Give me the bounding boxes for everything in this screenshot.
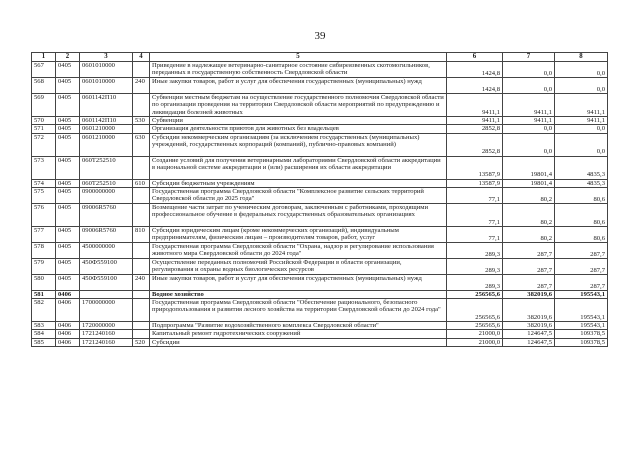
amount-year2-cell: 382019,6	[503, 322, 555, 330]
section-code-cell: 0406	[56, 322, 80, 330]
amount-year2-cell: 9411,1	[503, 94, 555, 117]
amount-year3-cell: 287,7	[555, 274, 608, 290]
section-code-cell: 0405	[56, 242, 80, 258]
amount-year3-cell: 0,0	[555, 125, 608, 133]
column-header: 4	[133, 53, 150, 62]
expense-type-cell: 530	[133, 117, 150, 125]
amount-year2-cell: 0,0	[503, 78, 555, 94]
amount-year2-cell: 124647,5	[503, 330, 555, 338]
column-header: 7	[503, 53, 555, 62]
section-code-cell: 0405	[56, 117, 80, 125]
row-number-cell: 579	[32, 258, 56, 274]
section-code-cell: 0405	[56, 156, 80, 179]
table-row	[32, 242, 608, 258]
amount-year1-cell: 21000,0	[447, 330, 503, 338]
target-article-cell: 0601142П10	[80, 94, 133, 117]
target-article-cell	[80, 290, 133, 298]
item-name-cell: Капитальный ремонт гидротехнических сооружений	[150, 330, 447, 338]
item-name-cell: Государственная программа Свердловской области "Охрана, надзор и регулирование использования животного мира Свердловской области до 2024 года"	[150, 242, 447, 258]
table-row	[32, 274, 608, 290]
amount-year3-cell: 195543,1	[555, 290, 608, 298]
item-name-cell: Субсидии юридическим лицам (кроме некоммерческих организаций), индивидуальным предпринимателям, физическим лицам – производителям товаров, работ, услуг	[150, 226, 447, 242]
amount-year3-cell: 4835,3	[555, 179, 608, 187]
expense-type-cell	[133, 299, 150, 322]
amount-year2-cell: 382019,6	[503, 299, 555, 322]
amount-year1-cell: 9411,1	[447, 94, 503, 117]
amount-year2-cell: 0,0	[503, 125, 555, 133]
amount-year3-cell: 80,6	[555, 187, 608, 203]
item-name-cell: Государственная программа Свердловской области "Комплексное развитие сельских территорий Свердловской области до 2025 года"	[150, 187, 447, 203]
header-row	[32, 53, 608, 62]
target-article-cell: 060Т252510	[80, 179, 133, 187]
amount-year2-cell: 80,2	[503, 203, 555, 226]
table-row	[32, 94, 608, 117]
amount-year2-cell: 382019,6	[503, 290, 555, 298]
amount-year1-cell: 256565,6	[447, 290, 503, 298]
amount-year3-cell: 0,0	[555, 133, 608, 156]
target-article-cell: 1720000000	[80, 322, 133, 330]
amount-year2-cell: 80,2	[503, 187, 555, 203]
table-row	[32, 125, 608, 133]
amount-year1-cell: 2852,8	[447, 133, 503, 156]
target-article-cell: 1721240160	[80, 338, 133, 346]
item-name-cell: Осуществление переданных полномочий Российской Федерации в области организации, регулирования и охраны водных биологических ресурсов	[150, 258, 447, 274]
row-number-cell: 577	[32, 226, 56, 242]
item-name-cell: Возмещение части затрат по ученическим договорам, заключенным с работниками, проходящими профессиональное обучение в федеральных государственных образовательных организациях	[150, 203, 447, 226]
expense-type-cell: 610	[133, 179, 150, 187]
amount-year2-cell: 287,7	[503, 258, 555, 274]
expense-type-cell	[133, 203, 150, 226]
item-name-cell: Государственная программа Свердловской области "Обеспечение рационального, безопасного природопользования и развития лесного хозяйства на территории Свердловской области до 2024 года"	[150, 299, 447, 322]
amount-year3-cell: 195543,1	[555, 322, 608, 330]
row-number-cell: 582	[32, 299, 56, 322]
amount-year2-cell: 287,7	[503, 274, 555, 290]
section-code-cell: 0405	[56, 226, 80, 242]
table-row	[32, 203, 608, 226]
row-number-cell: 575	[32, 187, 56, 203]
table-row	[32, 187, 608, 203]
expense-type-cell: 520	[133, 338, 150, 346]
row-number-cell: 578	[32, 242, 56, 258]
row-number-cell: 571	[32, 125, 56, 133]
item-name-cell: Водное хозяйство	[150, 290, 447, 298]
amount-year1-cell: 289,3	[447, 258, 503, 274]
row-number-cell: 572	[32, 133, 56, 156]
expense-type-cell: 240	[133, 274, 150, 290]
amount-year3-cell: 287,7	[555, 242, 608, 258]
target-article-cell: 0601210000	[80, 133, 133, 156]
table-row	[32, 258, 608, 274]
amount-year1-cell: 77,1	[447, 203, 503, 226]
table-row	[32, 78, 608, 94]
expense-type-cell	[133, 242, 150, 258]
item-name-cell: Организация деятельности приютов для животных без владельцев	[150, 125, 447, 133]
item-name-cell: Субвенции местным бюджетам на осуществление государственного полномочия Свердловской области по организации проведения на территории Свердловской области мероприятий по предупреждению и ликвидации болезней животных	[150, 94, 447, 117]
section-code-cell: 0405	[56, 187, 80, 203]
target-article-cell: 0601142П10	[80, 117, 133, 125]
section-code-cell: 0405	[56, 62, 80, 78]
amount-year3-cell: 0,0	[555, 62, 608, 78]
amount-year3-cell: 195543,1	[555, 299, 608, 322]
table-row	[32, 299, 608, 322]
section-code-cell: 0405	[56, 94, 80, 117]
expense-type-cell	[133, 322, 150, 330]
amount-year2-cell: 19801,4	[503, 179, 555, 187]
table-row	[32, 133, 608, 156]
target-article-cell: 450Ф559100	[80, 274, 133, 290]
amount-year2-cell: 0,0	[503, 62, 555, 78]
amount-year1-cell: 13587,9	[447, 179, 503, 187]
section-code-cell: 0405	[56, 203, 80, 226]
amount-year1-cell: 1424,8	[447, 62, 503, 78]
table-row	[32, 62, 608, 78]
table-row	[32, 338, 608, 346]
expense-type-cell	[133, 125, 150, 133]
column-header: 2	[56, 53, 80, 62]
section-code-cell: 0405	[56, 78, 80, 94]
amount-year2-cell: 80,2	[503, 226, 555, 242]
amount-year1-cell: 21000,0	[447, 338, 503, 346]
item-name-cell: Создание условий для получения ветеринарными лабораториями Свердловской области аккредитации в национальной системе аккредитации и (или) расширения их области аккредитации	[150, 156, 447, 179]
expense-type-cell	[133, 187, 150, 203]
amount-year1-cell: 289,3	[447, 274, 503, 290]
expense-type-cell	[133, 290, 150, 298]
amount-year3-cell: 4835,3	[555, 156, 608, 179]
amount-year1-cell: 13587,9	[447, 156, 503, 179]
row-number-cell: 570	[32, 117, 56, 125]
item-name-cell: Субсидии некоммерческим организациям (за исключением государственных (муниципальных) учреждений, государственных корпораций (компаний), публично-правовых компаний)	[150, 133, 447, 156]
expense-type-cell: 630	[133, 133, 150, 156]
section-code-cell: 0405	[56, 274, 80, 290]
amount-year1-cell: 77,1	[447, 226, 503, 242]
amount-year1-cell: 256565,6	[447, 322, 503, 330]
table-row	[32, 290, 608, 298]
target-article-cell: 4500000000	[80, 242, 133, 258]
target-article-cell: 450Ф559100	[80, 258, 133, 274]
item-name-cell: Субсидии	[150, 338, 447, 346]
amount-year3-cell: 80,6	[555, 226, 608, 242]
item-name-cell: Подпрограмма "Развитие водохозяйственного комплекса Свердловской области"	[150, 322, 447, 330]
section-code-cell: 0405	[56, 133, 80, 156]
target-article-cell: 1721240160	[80, 330, 133, 338]
table-row	[32, 330, 608, 338]
amount-year2-cell: 0,0	[503, 133, 555, 156]
section-code-cell: 0406	[56, 338, 80, 346]
row-number-cell: 574	[32, 179, 56, 187]
amount-year1-cell: 9411,1	[447, 117, 503, 125]
row-number-cell: 581	[32, 290, 56, 298]
item-name-cell: Субвенции	[150, 117, 447, 125]
table-row	[32, 117, 608, 125]
section-code-cell: 0405	[56, 125, 80, 133]
amount-year1-cell: 1424,8	[447, 78, 503, 94]
amount-year1-cell: 289,3	[447, 242, 503, 258]
table-row	[32, 156, 608, 179]
column-header: 1	[32, 53, 56, 62]
budget-table	[31, 52, 608, 347]
amount-year3-cell: 109378,5	[555, 338, 608, 346]
row-number-cell: 568	[32, 78, 56, 94]
expense-type-cell	[133, 62, 150, 78]
expense-type-cell: 810	[133, 226, 150, 242]
amount-year1-cell: 2852,8	[447, 125, 503, 133]
amount-year3-cell: 9411,1	[555, 117, 608, 125]
amount-year3-cell: 287,7	[555, 258, 608, 274]
target-article-cell: 0601210000	[80, 125, 133, 133]
table-row	[32, 179, 608, 187]
row-number-cell: 573	[32, 156, 56, 179]
row-number-cell: 569	[32, 94, 56, 117]
item-name-cell: Субсидии бюджетным учреждениям	[150, 179, 447, 187]
row-number-cell: 580	[32, 274, 56, 290]
section-code-cell: 0405	[56, 179, 80, 187]
row-number-cell: 585	[32, 338, 56, 346]
target-article-cell: 1700000000	[80, 299, 133, 322]
row-number-cell: 576	[32, 203, 56, 226]
column-header: 5	[150, 53, 447, 62]
table-row	[32, 226, 608, 242]
target-article-cell: 0601010000	[80, 62, 133, 78]
section-code-cell: 0405	[56, 258, 80, 274]
item-name-cell: Иные закупки товаров, работ и услуг для обеспечения государственных (муниципальных) нужд	[150, 78, 447, 94]
item-name-cell: Иные закупки товаров, работ и услуг для обеспечения государственных (муниципальных) нужд	[150, 274, 447, 290]
item-name-cell: Приведение в надлежащее ветеринарно-санитарное состояние сибиреязвенных скотомогильников, переданных в государственную собственность Свердловской области	[150, 62, 447, 78]
row-number-cell: 583	[32, 322, 56, 330]
section-code-cell: 0406	[56, 330, 80, 338]
amount-year2-cell: 124647,5	[503, 338, 555, 346]
page-number: 39	[314, 30, 326, 42]
table-row	[32, 322, 608, 330]
amount-year3-cell: 80,6	[555, 203, 608, 226]
amount-year3-cell: 109378,5	[555, 330, 608, 338]
target-article-cell: 0900000000	[80, 187, 133, 203]
amount-year2-cell: 19801,4	[503, 156, 555, 179]
target-article-cell: 060Т252510	[80, 156, 133, 179]
amount-year1-cell: 256565,6	[447, 299, 503, 322]
amount-year1-cell: 77,1	[447, 187, 503, 203]
column-header: 8	[555, 53, 608, 62]
target-article-cell: 0601010000	[80, 78, 133, 94]
amount-year2-cell: 287,7	[503, 242, 555, 258]
section-code-cell: 0406	[56, 290, 80, 298]
target-article-cell: 09006R5760	[80, 203, 133, 226]
expense-type-cell: 240	[133, 78, 150, 94]
section-code-cell: 0406	[56, 299, 80, 322]
expense-type-cell	[133, 156, 150, 179]
row-number-cell: 584	[32, 330, 56, 338]
amount-year3-cell: 9411,1	[555, 94, 608, 117]
column-header: 6	[447, 53, 503, 62]
target-article-cell: 09006R5760	[80, 226, 133, 242]
expense-type-cell	[133, 94, 150, 117]
row-number-cell: 567	[32, 62, 56, 78]
expense-type-cell	[133, 258, 150, 274]
amount-year3-cell: 0,0	[555, 78, 608, 94]
amount-year2-cell: 9411,1	[503, 117, 555, 125]
column-header: 3	[80, 53, 133, 62]
expense-type-cell	[133, 330, 150, 338]
